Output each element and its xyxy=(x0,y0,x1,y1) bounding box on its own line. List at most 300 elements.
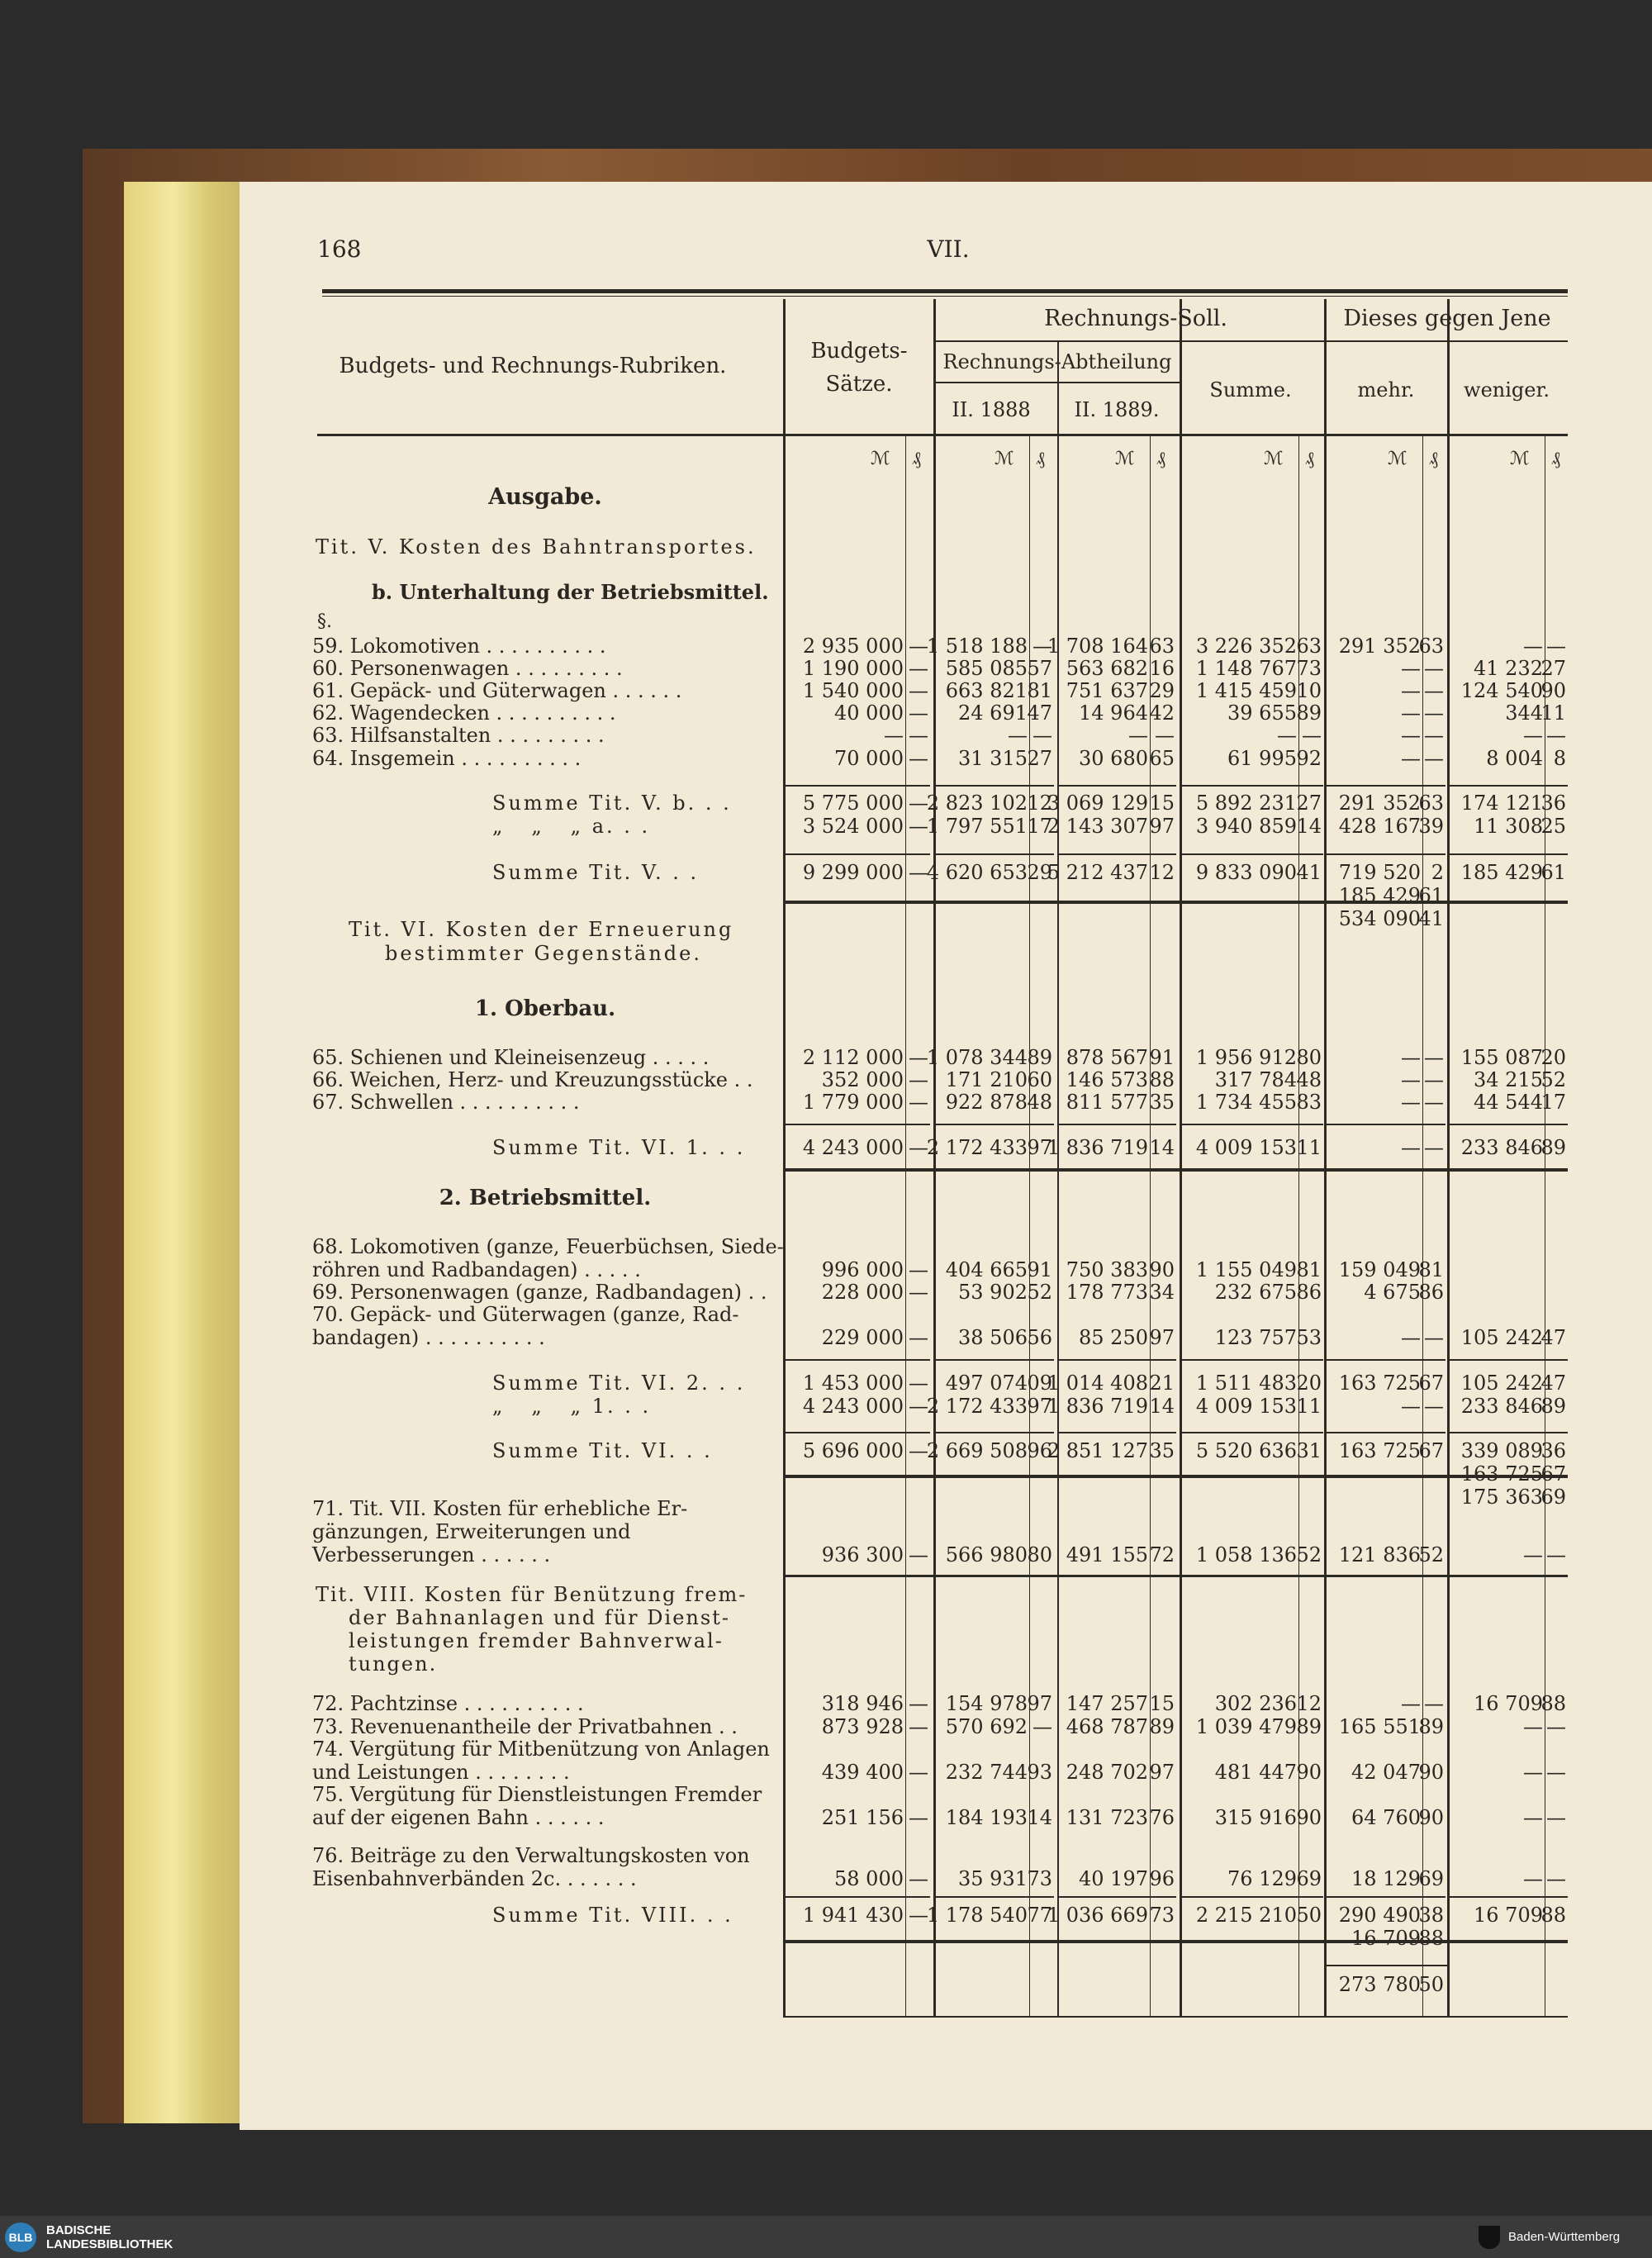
top-rule-thick xyxy=(322,289,1568,293)
header-budget-2: Sätze. xyxy=(825,372,893,397)
sum-rule-w-1033 xyxy=(1450,853,1568,855)
cell-b-8: 9 299 000 xyxy=(802,861,904,884)
cell-md-20: 67 xyxy=(1418,1439,1444,1462)
cell-m-13: — xyxy=(1401,1091,1421,1114)
section-para: §. xyxy=(317,611,332,632)
section-oberbau: 1. Oberbau. xyxy=(474,996,616,1021)
cell-c-5: 30 680 xyxy=(1079,747,1148,770)
row-label2-15: röhren und Radbandagen) . . . . . xyxy=(312,1258,641,1281)
section-titVIII-4: tungen. xyxy=(349,1652,438,1676)
cell-m-0: 291 352 xyxy=(1338,635,1421,658)
section-titVIII-3: leistungen fremder Bahnverwal- xyxy=(349,1629,724,1652)
abt-mid-rule xyxy=(1057,340,1059,434)
cell-wd-6: 36 xyxy=(1540,791,1566,815)
row-label-14: Summe Tit. VI. 1. . . xyxy=(492,1136,746,1159)
chapter-heading: VII. xyxy=(927,235,970,263)
cell-cd-17: 97 xyxy=(1149,1326,1175,1349)
column-rule-2 xyxy=(1180,299,1182,2016)
cell-s-15: 1 155 049 xyxy=(1195,1258,1297,1281)
cell-md-30: 88 xyxy=(1418,1927,1444,1950)
cell-a-11: 1 078 344 xyxy=(926,1046,1028,1069)
cell-s-0: 3 226 352 xyxy=(1195,635,1297,658)
cell-cd-25: 89 xyxy=(1149,1715,1175,1738)
cell-sd-3: 89 xyxy=(1296,701,1322,725)
sum-rule-c-1033 xyxy=(1057,853,1176,855)
cell-sd-2: 10 xyxy=(1296,679,1322,702)
row-label-15: 68. Lokomotiven (ganze, Feuerbüchsen, Siede- xyxy=(312,1235,784,1258)
cell-s-23: 1 058 136 xyxy=(1195,1543,1297,1566)
cell-c-24: 147 257 xyxy=(1066,1692,1148,1715)
cell-ad-20: 96 xyxy=(1027,1439,1052,1462)
sum-rule-c-1645 xyxy=(1057,1359,1176,1361)
cell-s-11: 1 956 912 xyxy=(1195,1046,1297,1069)
cell-w-5: 8 004 xyxy=(1486,747,1543,770)
cell-c-0: 1 708 164 xyxy=(1047,635,1148,658)
cell-bd-3: — xyxy=(909,701,928,725)
cell-a-8: 4 620 653 xyxy=(926,861,1028,884)
soll-rule xyxy=(935,340,1324,342)
row-label-23: 71. Tit. VII. Kosten für erhebliche Er- xyxy=(312,1497,688,1520)
cell-wd-7: 25 xyxy=(1540,815,1566,838)
header-bottom-rule xyxy=(317,434,1568,436)
sum-rule-c-2295 xyxy=(1057,1896,1176,1898)
cell-ad-8: 29 xyxy=(1027,861,1052,884)
cell-c-28: 40 197 xyxy=(1079,1867,1148,1890)
header-rubrics: Budgets- und Rechnungs-Rubriken. xyxy=(339,354,727,378)
cell-b-7: 3 524 000 xyxy=(802,815,904,838)
sum-rule-b-950 xyxy=(785,785,930,787)
cell-sd-13: 83 xyxy=(1296,1091,1322,1114)
unit-pf-b: ₰ xyxy=(912,449,921,469)
cell-sd-18: 20 xyxy=(1296,1371,1322,1395)
cell-s-24: 302 236 xyxy=(1214,1692,1297,1715)
header-1889: II. 1889. xyxy=(1074,398,1160,421)
sum-rule-m-950 xyxy=(1324,785,1446,787)
cell-b-3: 40 000 xyxy=(834,701,904,725)
section-betriebsmittel: 2. Betriebsmittel. xyxy=(439,1186,652,1210)
row-label2-23: gänzungen, Erweiterungen und xyxy=(312,1520,631,1543)
cell-cd-15: 90 xyxy=(1149,1258,1175,1281)
cell-a-19: 2 172 433 xyxy=(926,1395,1028,1418)
cell-wd-14: 89 xyxy=(1540,1136,1566,1159)
cell-b-27: 251 156 xyxy=(821,1806,904,1829)
cell-b-2: 1 540 000 xyxy=(802,679,904,702)
cell-c-19: 1 836 719 xyxy=(1047,1395,1148,1418)
cell-sd-29: 50 xyxy=(1296,1904,1322,1927)
row-label-4: 63. Hilfsanstalten . . . . . . . . . xyxy=(312,724,605,747)
sum-rule-a-950 xyxy=(935,785,1054,787)
sum-rule-b-1645 xyxy=(785,1359,930,1361)
cell-cd-14: 14 xyxy=(1149,1136,1175,1159)
sum-rule-a-1033 xyxy=(935,853,1054,855)
cell-cd-7: 97 xyxy=(1149,815,1175,838)
double-rule-titV xyxy=(783,901,1568,904)
cell-sd-12: 48 xyxy=(1296,1068,1322,1091)
header-1888: II. 1888 xyxy=(952,398,1031,421)
cell-cd-8: 12 xyxy=(1149,861,1175,884)
cell-c-11: 878 567 xyxy=(1066,1046,1148,1069)
cell-w-19: 233 846 xyxy=(1460,1395,1543,1418)
cell-m-14: — xyxy=(1401,1136,1421,1159)
cell-ad-7: 17 xyxy=(1027,815,1052,838)
cell-ad-28: 73 xyxy=(1027,1867,1052,1890)
cell-m-25: 165 551 xyxy=(1338,1715,1421,1738)
cell-cd-5: 65 xyxy=(1149,747,1175,770)
header-gegen: Dieses gegen Jene xyxy=(1343,306,1551,331)
cell-wd-23: — xyxy=(1546,1543,1566,1566)
cell-bd-0: — xyxy=(909,635,928,658)
cell-wd-29: 88 xyxy=(1540,1904,1566,1927)
cell-w-13: 44 544 xyxy=(1474,1091,1543,1114)
cell-w-2: 124 540 xyxy=(1460,679,1543,702)
cell-bd-27: — xyxy=(909,1806,928,1829)
cell-b-15: 996 000 xyxy=(821,1258,904,1281)
cell-w-11: 155 087 xyxy=(1460,1046,1543,1069)
row-label-18: Summe Tit. VI. 2. . . xyxy=(492,1371,746,1395)
cell-wd-21: 67 xyxy=(1540,1462,1566,1486)
sum-rule-a-1645 xyxy=(935,1359,1054,1361)
footer-bar xyxy=(0,2216,1652,2258)
cell-cd-27: 76 xyxy=(1149,1806,1175,1829)
cell-bd-8: — xyxy=(909,861,928,884)
header-mehr: mehr. xyxy=(1357,378,1415,402)
cell-m-16: 4 675 xyxy=(1364,1281,1421,1304)
cell-c-15: 750 383 xyxy=(1066,1258,1148,1281)
row-label-13: 67. Schwellen . . . . . . . . . . xyxy=(312,1091,580,1114)
cell-b-19: 4 243 000 xyxy=(802,1395,904,1418)
cell-wd-26: — xyxy=(1546,1761,1566,1784)
cell-md-24: — xyxy=(1424,1692,1444,1715)
cell-wd-18: 47 xyxy=(1540,1371,1566,1395)
cell-bd-16: — xyxy=(909,1281,928,1304)
cell-w-20: 339 089 xyxy=(1460,1439,1543,1462)
sum-rule-c-950 xyxy=(1057,785,1176,787)
header-soll: Rechnungs-Soll. xyxy=(1044,306,1227,331)
cell-b-25: 873 928 xyxy=(821,1715,904,1738)
cell-wd-13: 17 xyxy=(1540,1091,1566,1114)
cell-wd-24: 88 xyxy=(1540,1692,1566,1715)
cell-s-8: 9 833 090 xyxy=(1195,861,1297,884)
row-label2-28: Eisenbahnverbänden 2c. . . . . . . xyxy=(312,1867,637,1890)
cell-bd-2: — xyxy=(909,679,928,702)
cell-a-18: 497 074 xyxy=(945,1371,1028,1395)
cell-c-16: 178 773 xyxy=(1066,1281,1148,1304)
cell-a-0: 1 518 188 xyxy=(926,635,1028,658)
cell-s-12: 317 784 xyxy=(1214,1068,1297,1091)
cell-ad-3: 47 xyxy=(1027,701,1052,725)
sum-rule-m-1733 xyxy=(1324,1432,1446,1433)
bw-name: Baden-Württemberg xyxy=(1508,2230,1621,2244)
cell-md-15: 81 xyxy=(1418,1258,1444,1281)
cell-wd-5: 8 xyxy=(1553,747,1566,770)
blb-name: BADISCHE LANDESBIBLIOTHEK xyxy=(46,2223,173,2251)
cell-sd-19: 11 xyxy=(1296,1395,1322,1418)
cell-ad-2: 81 xyxy=(1027,679,1052,702)
cell-ad-11: 89 xyxy=(1027,1046,1052,1069)
cell-bd-28: — xyxy=(909,1867,928,1890)
cell-md-26: 90 xyxy=(1418,1761,1444,1784)
cell-cd-18: 21 xyxy=(1149,1371,1175,1395)
cell-b-26: 439 400 xyxy=(821,1761,904,1784)
row-label-29: Summe Tit. VIII. . . xyxy=(492,1904,733,1927)
cell-a-17: 38 506 xyxy=(958,1326,1028,1349)
unit-mark-w: ℳ xyxy=(1510,449,1530,469)
sum-rule-b-1033 xyxy=(785,853,930,855)
cell-ad-6: 12 xyxy=(1027,791,1052,815)
sum-rule-b-1733 xyxy=(785,1432,930,1433)
cell-sd-1: 73 xyxy=(1296,657,1322,680)
cell-md-3: — xyxy=(1424,701,1444,725)
cell-s-27: 315 916 xyxy=(1214,1806,1297,1829)
cell-m-10: 534 090 xyxy=(1338,907,1421,930)
cell-a-12: 171 210 xyxy=(945,1068,1028,1091)
cell-sd-17: 53 xyxy=(1296,1326,1322,1349)
cell-sd-7: 14 xyxy=(1296,815,1322,838)
unit-mark-m: ℳ xyxy=(1388,449,1408,469)
cell-m-5: — xyxy=(1401,747,1421,770)
cell-md-28: 69 xyxy=(1418,1867,1444,1890)
cell-md-5: — xyxy=(1424,747,1444,770)
cell-w-18: 105 242 xyxy=(1460,1371,1543,1395)
section-titVIII-1: Tit. VIII. Kosten für Benützung frem- xyxy=(316,1583,748,1606)
cell-cd-19: 14 xyxy=(1149,1395,1175,1418)
cell-w-0: — xyxy=(1523,635,1543,658)
cell-b-12: 352 000 xyxy=(821,1068,904,1091)
row-label2-26: und Leistungen . . . . . . . . xyxy=(312,1761,570,1784)
cell-bd-1: — xyxy=(909,657,928,680)
cell-cd-26: 97 xyxy=(1149,1761,1175,1784)
cell-sd-25: 89 xyxy=(1296,1715,1322,1738)
cell-cd-4: — xyxy=(1155,724,1175,747)
cell-sd-23: 52 xyxy=(1296,1543,1322,1566)
cell-m-18: 163 725 xyxy=(1338,1371,1421,1395)
cell-bd-12: — xyxy=(909,1068,928,1091)
cell-md-13: — xyxy=(1424,1091,1444,1114)
cell-b-13: 1 779 000 xyxy=(802,1091,904,1114)
row-label3-23: Verbesserungen . . . . . . xyxy=(312,1543,551,1566)
cell-md-18: 67 xyxy=(1418,1371,1444,1395)
cell-b-5: 70 000 xyxy=(834,747,904,770)
row-label-24: 72. Pachtzinse . . . . . . . . . . xyxy=(312,1692,584,1715)
cell-sd-6: 27 xyxy=(1296,791,1322,815)
cell-b-16: 228 000 xyxy=(821,1281,904,1304)
cell-a-28: 35 931 xyxy=(958,1867,1028,1890)
cell-w-6: 174 121 xyxy=(1460,791,1543,815)
cell-md-10: 41 xyxy=(1418,907,1444,930)
cell-m-23: 121 836 xyxy=(1338,1543,1421,1566)
unit-pf-w: ₰ xyxy=(1551,449,1560,469)
cell-bd-24: — xyxy=(909,1692,928,1715)
cell-b-14: 4 243 000 xyxy=(802,1136,904,1159)
sum-rule-w-2295 xyxy=(1450,1896,1568,1898)
row-label-0: 59. Lokomotiven . . . . . . . . . . xyxy=(312,635,606,658)
cell-md-7: 39 xyxy=(1418,815,1444,838)
cell-a-20: 2 669 508 xyxy=(926,1439,1028,1462)
section-titVIII-2: der Bahnanlagen und für Dienst- xyxy=(349,1606,730,1629)
cell-m-1: — xyxy=(1401,657,1421,680)
cell-m-11: — xyxy=(1401,1046,1421,1069)
sum-rule-a-1360 xyxy=(935,1124,1054,1125)
sum-rule-a-2295 xyxy=(935,1896,1054,1898)
cell-a-27: 184 193 xyxy=(945,1806,1028,1829)
cell-w-4: — xyxy=(1523,724,1543,747)
cell-s-1: 1 148 767 xyxy=(1195,657,1297,680)
cell-s-4: — xyxy=(1277,724,1297,747)
cell-md-11: — xyxy=(1424,1046,1444,1069)
unit-mark-b: ℳ xyxy=(871,449,890,469)
cell-wd-3: 11 xyxy=(1540,701,1566,725)
cell-bd-14: — xyxy=(909,1136,928,1159)
cell-md-1: — xyxy=(1424,657,1444,680)
row-label-8: Summe Tit. V. . . xyxy=(492,861,700,884)
row-label-28: 76. Beiträge zu den Verwaltungskosten von xyxy=(312,1844,750,1867)
cell-sd-11: 80 xyxy=(1296,1046,1322,1069)
cell-m-6: 291 352 xyxy=(1338,791,1421,815)
cell-bd-26: — xyxy=(909,1761,928,1784)
cell-bd-20: — xyxy=(909,1439,928,1462)
cell-bd-19: — xyxy=(909,1395,928,1418)
cell-wd-2: 90 xyxy=(1540,679,1566,702)
cell-cd-11: 91 xyxy=(1149,1046,1175,1069)
row-label-25: 73. Revenuenantheile der Privatbahnen . . xyxy=(312,1715,738,1738)
cell-md-12: — xyxy=(1424,1068,1444,1091)
cell-b-23: 936 300 xyxy=(821,1543,904,1566)
cell-sd-28: 69 xyxy=(1296,1867,1322,1890)
cell-bd-25: — xyxy=(909,1715,928,1738)
cell-wd-4: — xyxy=(1546,724,1566,747)
row-label-7: „ „ „ a. . . xyxy=(492,815,651,838)
cell-md-0: 63 xyxy=(1418,635,1444,658)
cell-s-14: 4 009 153 xyxy=(1195,1136,1297,1159)
cell-md-14: — xyxy=(1424,1136,1444,1159)
cell-w-12: 34 215 xyxy=(1474,1068,1543,1091)
cell-w-3: 344 xyxy=(1505,701,1543,725)
unit-pf-s: ₰ xyxy=(1305,449,1314,469)
bottom-rule xyxy=(783,2016,1568,2018)
row-label2-27: auf der eigenen Bahn . . . . . . xyxy=(312,1806,605,1829)
cell-m-8: 719 520 xyxy=(1338,861,1421,884)
cell-ad-18: 09 xyxy=(1027,1371,1052,1395)
cell-m-26: 42 047 xyxy=(1351,1761,1421,1784)
cell-w-28: — xyxy=(1523,1867,1543,1890)
cell-cd-20: 35 xyxy=(1149,1439,1175,1462)
sum-rule-s-1645 xyxy=(1180,1359,1323,1361)
cell-c-12: 146 573 xyxy=(1066,1068,1148,1091)
row-label-19: „ „ „ 1. . . xyxy=(492,1395,652,1418)
cell-a-23: 566 980 xyxy=(945,1543,1028,1566)
cell-bd-17: — xyxy=(909,1326,928,1349)
cell-ad-0: — xyxy=(1032,635,1052,658)
cell-a-6: 2 823 102 xyxy=(926,791,1028,815)
cell-md-31: 50 xyxy=(1418,1973,1444,1996)
cell-s-18: 1 511 483 xyxy=(1195,1371,1297,1395)
cell-m-4: — xyxy=(1401,724,1421,747)
cell-ad-14: 97 xyxy=(1027,1136,1052,1159)
cell-ad-16: 52 xyxy=(1027,1281,1052,1304)
section-titV: Tit. V. Kosten des Bahntransportes. xyxy=(316,535,757,559)
sum-rule-c-1360 xyxy=(1057,1124,1176,1125)
gegen-rule xyxy=(1324,340,1568,342)
cell-b-28: 58 000 xyxy=(834,1867,904,1890)
cell-md-25: 89 xyxy=(1418,1715,1444,1738)
cell-cd-24: 15 xyxy=(1149,1692,1175,1715)
cell-a-24: 154 978 xyxy=(945,1692,1028,1715)
row-label-26: 74. Vergütung für Mitbenützung von Anlagen xyxy=(312,1737,770,1761)
top-rule-thin xyxy=(322,296,1568,297)
cell-s-13: 1 734 455 xyxy=(1195,1091,1297,1114)
cell-w-25: — xyxy=(1523,1715,1543,1738)
cell-md-19: — xyxy=(1424,1395,1444,1418)
cell-md-9: 61 xyxy=(1418,884,1444,907)
cell-md-17: — xyxy=(1424,1326,1444,1349)
cell-s-2: 1 415 459 xyxy=(1195,679,1297,702)
cell-wd-22: 69 xyxy=(1540,1486,1566,1509)
cell-w-23: — xyxy=(1523,1543,1543,1566)
cell-cd-23: 72 xyxy=(1149,1543,1175,1566)
cell-a-7: 1 797 551 xyxy=(926,815,1028,838)
cell-md-23: 52 xyxy=(1418,1543,1444,1566)
bw-logo-icon xyxy=(1479,2226,1500,2249)
cell-ad-29: 77 xyxy=(1027,1904,1052,1927)
cell-w-21: 163 725 xyxy=(1460,1462,1543,1486)
cell-ad-5: 27 xyxy=(1027,747,1052,770)
cell-a-13: 922 878 xyxy=(945,1091,1028,1114)
row-label-2: 61. Gepäck- und Güterwagen . . . . . . xyxy=(312,679,682,702)
cell-b-0: 2 935 000 xyxy=(802,635,904,658)
cell-ad-27: 14 xyxy=(1027,1806,1052,1829)
cell-c-8: 5 212 437 xyxy=(1047,861,1148,884)
cell-bd-7: — xyxy=(909,815,928,838)
cell-a-5: 31 315 xyxy=(958,747,1028,770)
cell-sd-16: 86 xyxy=(1296,1281,1322,1304)
cell-w-24: 16 709 xyxy=(1474,1692,1543,1715)
cell-a-1: 585 085 xyxy=(945,657,1028,680)
cell-m-17: — xyxy=(1401,1326,1421,1349)
cell-w-8: 185 429 xyxy=(1460,861,1543,884)
header-abtheilung: Rechnungs-Abtheilung xyxy=(942,350,1172,373)
rule-final xyxy=(1324,1965,1447,1966)
cell-bd-11: — xyxy=(909,1046,928,1069)
blb-logo: BLB xyxy=(5,2222,36,2252)
cell-b-11: 2 112 000 xyxy=(802,1046,904,1069)
sum-rule-a-1733 xyxy=(935,1432,1054,1433)
cell-s-26: 481 447 xyxy=(1214,1761,1297,1784)
cell-s-20: 5 520 636 xyxy=(1195,1439,1297,1462)
unit-pf-m: ₰ xyxy=(1429,449,1438,469)
page-number: 168 xyxy=(317,235,362,263)
row-label-12: 66. Weichen, Herz- und Kreuzungsstücke . . xyxy=(312,1068,753,1091)
sum-rule-s-950 xyxy=(1180,785,1323,787)
cell-ad-4: — xyxy=(1032,724,1052,747)
cell-sd-4: — xyxy=(1302,724,1322,747)
cell-s-16: 232 675 xyxy=(1214,1281,1297,1304)
cell-wd-11: 20 xyxy=(1540,1046,1566,1069)
cell-sd-14: 11 xyxy=(1296,1136,1322,1159)
sum-rule-s-2295 xyxy=(1180,1896,1323,1898)
cell-c-7: 2 143 307 xyxy=(1047,815,1148,838)
cell-c-17: 85 250 xyxy=(1079,1326,1148,1349)
double-rule-titVII xyxy=(783,1575,1568,1577)
cell-w-7: 11 308 xyxy=(1474,815,1543,838)
cell-wd-25: — xyxy=(1546,1715,1566,1738)
cell-w-14: 233 846 xyxy=(1460,1136,1543,1159)
cell-m-20: 163 725 xyxy=(1338,1439,1421,1462)
cell-a-29: 1 178 540 xyxy=(926,1904,1028,1927)
cell-cd-16: 34 xyxy=(1149,1281,1175,1304)
cell-bd-15: — xyxy=(909,1258,928,1281)
cell-s-17: 123 757 xyxy=(1214,1326,1297,1349)
cell-a-16: 53 902 xyxy=(958,1281,1028,1304)
